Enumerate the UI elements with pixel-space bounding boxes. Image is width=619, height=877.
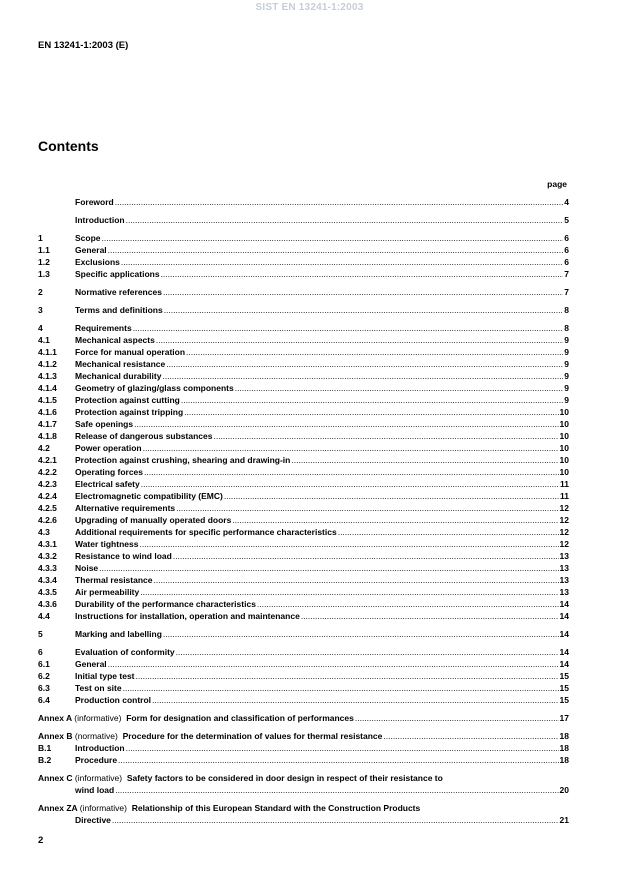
entry-title: Electrical safety — [75, 479, 140, 489]
dot-leader — [123, 682, 559, 694]
entry-page: 9 — [564, 347, 569, 357]
toc-entry[interactable] — [38, 304, 569, 316]
toc-entry[interactable] — [38, 244, 569, 256]
entry-page: 8 — [564, 305, 569, 315]
annex-b-page: 18 — [559, 731, 569, 741]
dot-leader — [99, 562, 558, 574]
entry-title: Specific applications — [75, 269, 160, 279]
watermark: SIST EN 13241-1:2003 — [255, 2, 364, 13]
entry-page: 7 — [564, 287, 569, 297]
toc-entry[interactable] — [38, 382, 569, 394]
dot-leader — [224, 490, 559, 502]
entry-title: Introduction — [75, 743, 125, 753]
toc-entry[interactable] — [38, 394, 569, 406]
toc-entry[interactable] — [38, 526, 569, 538]
entry-page: 7 — [564, 269, 569, 279]
annex-a-heading: Annex A (informative) Form for designation and classification of performances — [38, 713, 354, 723]
entry-page: 13 — [559, 563, 569, 573]
dot-leader — [162, 370, 563, 382]
toc-entry-b2[interactable] — [38, 754, 569, 766]
entry-page: 9 — [564, 395, 569, 405]
page-number: 2 — [38, 835, 44, 846]
entry-title: Protection against tripping — [75, 407, 184, 417]
dot-leader — [136, 670, 559, 682]
entry-title: Requirements — [75, 323, 132, 333]
toc-entry[interactable] — [38, 454, 569, 466]
entry-title: Protection against cutting — [75, 395, 180, 405]
entry-page: 12 — [559, 515, 569, 525]
entry-number: 4.3.1 — [38, 539, 57, 549]
entry-page: 8 — [564, 323, 569, 333]
annex-c-page: 20 — [559, 785, 569, 795]
entry-number: 4.2.2 — [38, 467, 57, 477]
entry-page: 10 — [559, 431, 569, 441]
dot-leader — [235, 382, 564, 394]
entry-title: Release of dangerous substances — [75, 431, 213, 441]
entry-title: Procedure — [75, 755, 118, 765]
entry-title: Alternative requirements — [75, 503, 176, 513]
entry-title: Scope — [75, 233, 101, 243]
entry-title: Production control — [75, 695, 152, 705]
entry-number: 4.4 — [38, 611, 50, 621]
entry-page: 15 — [559, 683, 569, 693]
dot-leader — [121, 256, 563, 268]
toc-entry[interactable] — [38, 196, 569, 208]
toc-entry[interactable] — [38, 514, 569, 526]
entry-title: Mechanical durability — [75, 371, 162, 381]
toc-entry[interactable] — [38, 358, 569, 370]
toc-entry[interactable] — [38, 610, 569, 622]
toc-entry[interactable] — [38, 478, 569, 490]
entry-page: 10 — [559, 419, 569, 429]
toc-entry[interactable] — [38, 658, 569, 670]
entry-number: 4.2.6 — [38, 515, 57, 525]
entry-title: Durability of the performance characteristics — [75, 599, 256, 609]
entry-number: 4.3.6 — [38, 599, 57, 609]
entry-number: 4.1.4 — [38, 383, 57, 393]
entry-number: 6.4 — [38, 695, 50, 705]
entry-number: 4.2.1 — [38, 455, 57, 465]
toc-entry[interactable] — [38, 406, 569, 418]
entry-title: General — [75, 659, 107, 669]
entry-title: Noise — [75, 563, 99, 573]
toc-entries — [38, 196, 569, 706]
entry-title: Exclusions — [75, 257, 120, 267]
entry-title: Geometry of glazing/glass components — [75, 383, 234, 393]
annex-c-heading-cont: wind load — [75, 785, 115, 795]
toc-entry-b1[interactable] — [38, 742, 569, 754]
entry-title: Resistance to wind load — [75, 551, 172, 561]
toc-entry[interactable] — [38, 694, 569, 706]
entry-number: 4.2.5 — [38, 503, 57, 513]
toc-entry[interactable] — [38, 442, 569, 454]
toc-entry[interactable] — [38, 430, 569, 442]
entry-title: Power operation — [75, 443, 142, 453]
entry-number: 4.1.8 — [38, 431, 57, 441]
entry-page: 10 — [559, 467, 569, 477]
entry-title: Introduction — [75, 215, 125, 225]
toc-entry[interactable] — [38, 670, 569, 682]
toc-annex-c[interactable] — [38, 772, 569, 796]
entry-title: Evaluation of conformity — [75, 647, 175, 657]
toc-entry[interactable] — [38, 466, 569, 478]
entry-number: 4.3.3 — [38, 563, 57, 573]
entry-page: 9 — [564, 371, 569, 381]
toc-entry[interactable] — [38, 334, 569, 346]
entry-title: Force for manual operation — [75, 347, 186, 357]
dot-leader — [133, 322, 564, 334]
entry-number: 2 — [38, 287, 43, 297]
annex-b-heading: Annex B (normative) Procedure for the determination of values for thermal resistance — [38, 731, 383, 741]
entry-title: Mechanical aspects — [75, 335, 155, 345]
entry-page: 12 — [559, 503, 569, 513]
entry-page: 14 — [559, 611, 569, 621]
entry-page: 13 — [559, 575, 569, 585]
dot-leader — [126, 214, 564, 226]
entry-page: 9 — [564, 359, 569, 369]
entry-page: 13 — [559, 551, 569, 561]
dot-leader — [140, 586, 558, 598]
entry-title: Additional requirements for specific performance characteristics — [75, 527, 337, 537]
toc-entry[interactable] — [38, 268, 569, 280]
toc-entry[interactable] — [38, 256, 569, 268]
dot-leader — [126, 742, 559, 754]
dot-leader — [338, 526, 559, 538]
dot-leader — [108, 244, 564, 256]
toc-entry[interactable] — [38, 646, 569, 658]
annex-c-heading: Annex C (informative) Safety factors to be considered in door design in respect of their resistance to — [38, 773, 443, 783]
entry-page: 15 — [559, 695, 569, 705]
dot-leader — [118, 754, 558, 766]
annex-za-heading-cont: Directive — [75, 815, 111, 825]
dot-leader — [186, 346, 563, 358]
table-of-contents — [38, 196, 569, 826]
entry-title: Operating forces — [75, 467, 144, 477]
entry-title: General — [75, 245, 107, 255]
entry-number: 4 — [38, 323, 43, 333]
toc-entry[interactable] — [38, 598, 569, 610]
toc-annex-a[interactable] — [38, 712, 569, 724]
toc-entry[interactable] — [38, 574, 569, 586]
dot-leader — [181, 394, 563, 406]
entry-page: 14 — [559, 629, 569, 639]
entry-number: 1 — [38, 233, 43, 243]
entry-number: 6.3 — [38, 683, 50, 693]
toc-entry[interactable] — [38, 562, 569, 574]
entry-number: 4.2.3 — [38, 479, 57, 489]
entry-title: Upgrading of manually operated doors — [75, 515, 232, 525]
entry-page: 14 — [559, 647, 569, 657]
entry-number: 4.2 — [38, 443, 50, 453]
page-title: Contents — [38, 138, 99, 154]
entry-title: Terms and definitions — [75, 305, 163, 315]
entry-page: 11 — [560, 491, 569, 501]
dot-leader — [166, 358, 563, 370]
entry-page: 10 — [559, 407, 569, 417]
entry-page: 10 — [559, 455, 569, 465]
dot-leader — [257, 598, 559, 610]
entry-number: 3 — [38, 305, 43, 315]
entry-title: Instructions for installation, operation and maintenance — [75, 611, 300, 621]
entry-page: 13 — [559, 587, 569, 597]
entry-number: 6.2 — [38, 671, 50, 681]
entry-title: Safe openings — [75, 419, 134, 429]
dot-leader — [163, 286, 563, 298]
dot-leader — [383, 730, 558, 742]
toc-annex-za[interactable] — [38, 802, 569, 826]
dot-leader — [232, 514, 558, 526]
dot-leader — [355, 712, 559, 724]
entry-number: 6.1 — [38, 659, 50, 669]
document-id: EN 13241-1:2003 (E) — [38, 40, 129, 51]
dot-leader — [141, 478, 559, 490]
toc-annex-b[interactable] — [38, 730, 569, 742]
toc-entry[interactable] — [38, 628, 569, 640]
toc-entry[interactable] — [38, 586, 569, 598]
dot-leader — [153, 574, 558, 586]
entry-page: 6 — [564, 233, 569, 243]
dot-leader — [112, 814, 559, 826]
entry-number: B.2 — [38, 755, 52, 765]
entry-number: 1.2 — [38, 257, 50, 267]
entry-page: 9 — [564, 335, 569, 345]
entry-title: Electromagnetic compatibility (EMC) — [75, 491, 223, 501]
dot-leader — [176, 502, 558, 514]
entry-number: 4.3.2 — [38, 551, 57, 561]
toc-entry[interactable] — [38, 286, 569, 298]
toc-entry[interactable] — [38, 490, 569, 502]
annex-za-heading: Annex ZA (informative) Relationship of this European Standard with the Construction Products — [38, 803, 421, 813]
dot-leader — [213, 430, 558, 442]
entry-page: 9 — [564, 383, 569, 393]
annex-a-page: 17 — [559, 713, 569, 723]
entry-page: 11 — [560, 479, 569, 489]
entry-title: Air permeability — [75, 587, 140, 597]
entry-page: 14 — [559, 599, 569, 609]
dot-leader — [102, 232, 564, 244]
dot-leader — [108, 658, 559, 670]
entry-number: 4.1.6 — [38, 407, 57, 417]
entry-title: Protection against crushing, shearing and drawing-in — [75, 455, 291, 465]
dot-leader — [301, 610, 559, 622]
dot-leader — [164, 304, 564, 316]
entry-number: 4.3.4 — [38, 575, 57, 585]
toc-entry[interactable] — [38, 502, 569, 514]
entry-number: 4.1 — [38, 335, 50, 345]
entry-title: Water tightness — [75, 539, 139, 549]
page-column-label: page — [547, 179, 567, 189]
entry-number: 4.1.7 — [38, 419, 57, 429]
entry-page: 5 — [564, 215, 569, 225]
dot-leader — [115, 784, 558, 796]
toc-entry[interactable] — [38, 214, 569, 226]
dot-leader — [139, 538, 558, 550]
entry-page: 15 — [559, 671, 569, 681]
entry-page: 10 — [559, 443, 569, 453]
entry-page: 12 — [559, 527, 569, 537]
toc-entry[interactable] — [38, 322, 569, 334]
toc-entry[interactable] — [38, 232, 569, 244]
entry-number: B.1 — [38, 743, 52, 753]
entry-title: Thermal resistance — [75, 575, 153, 585]
toc-entry[interactable] — [38, 418, 569, 430]
entry-title: Test on site — [75, 683, 122, 693]
entry-title: Normative references — [75, 287, 162, 297]
entry-page: 12 — [559, 539, 569, 549]
toc-entry[interactable] — [38, 346, 569, 358]
entry-number: 4.1.1 — [38, 347, 57, 357]
entry-page: 6 — [564, 257, 569, 267]
dot-leader — [152, 694, 559, 706]
dot-leader — [143, 442, 559, 454]
entry-number: 4.3 — [38, 527, 50, 537]
entry-number: 4.1.5 — [38, 395, 57, 405]
entry-page: 14 — [559, 659, 569, 669]
toc-entry[interactable] — [38, 538, 569, 550]
entry-number: 6 — [38, 647, 43, 657]
dot-leader — [144, 466, 559, 478]
entry-number: 4.3.5 — [38, 587, 57, 597]
annex-za-page: 21 — [559, 815, 569, 825]
toc-entry[interactable] — [38, 370, 569, 382]
dot-leader — [134, 418, 558, 430]
entry-number: 1.3 — [38, 269, 50, 279]
entry-title: Marking and labelling — [75, 629, 162, 639]
entry-page: 18 — [559, 755, 569, 765]
dot-leader — [291, 454, 558, 466]
entry-title: Mechanical resistance — [75, 359, 166, 369]
entry-number: 4.1.2 — [38, 359, 57, 369]
entry-page: 18 — [559, 743, 569, 753]
dot-leader — [156, 334, 563, 346]
entry-number: 4.1.3 — [38, 371, 57, 381]
entry-number: 5 — [38, 629, 43, 639]
dot-leader — [161, 268, 564, 280]
entry-title: Foreword — [75, 197, 114, 207]
entry-number: 1.1 — [38, 245, 50, 255]
dot-leader — [163, 628, 559, 640]
toc-entry[interactable] — [38, 550, 569, 562]
toc-entry[interactable] — [38, 682, 569, 694]
dot-leader — [184, 406, 558, 418]
entry-page: 6 — [564, 245, 569, 255]
entry-title: Initial type test — [75, 671, 135, 681]
dot-leader — [176, 646, 559, 658]
dot-leader — [115, 196, 564, 208]
dot-leader — [173, 550, 559, 562]
entry-number: 4.2.4 — [38, 491, 57, 501]
entry-page: 4 — [564, 197, 569, 207]
